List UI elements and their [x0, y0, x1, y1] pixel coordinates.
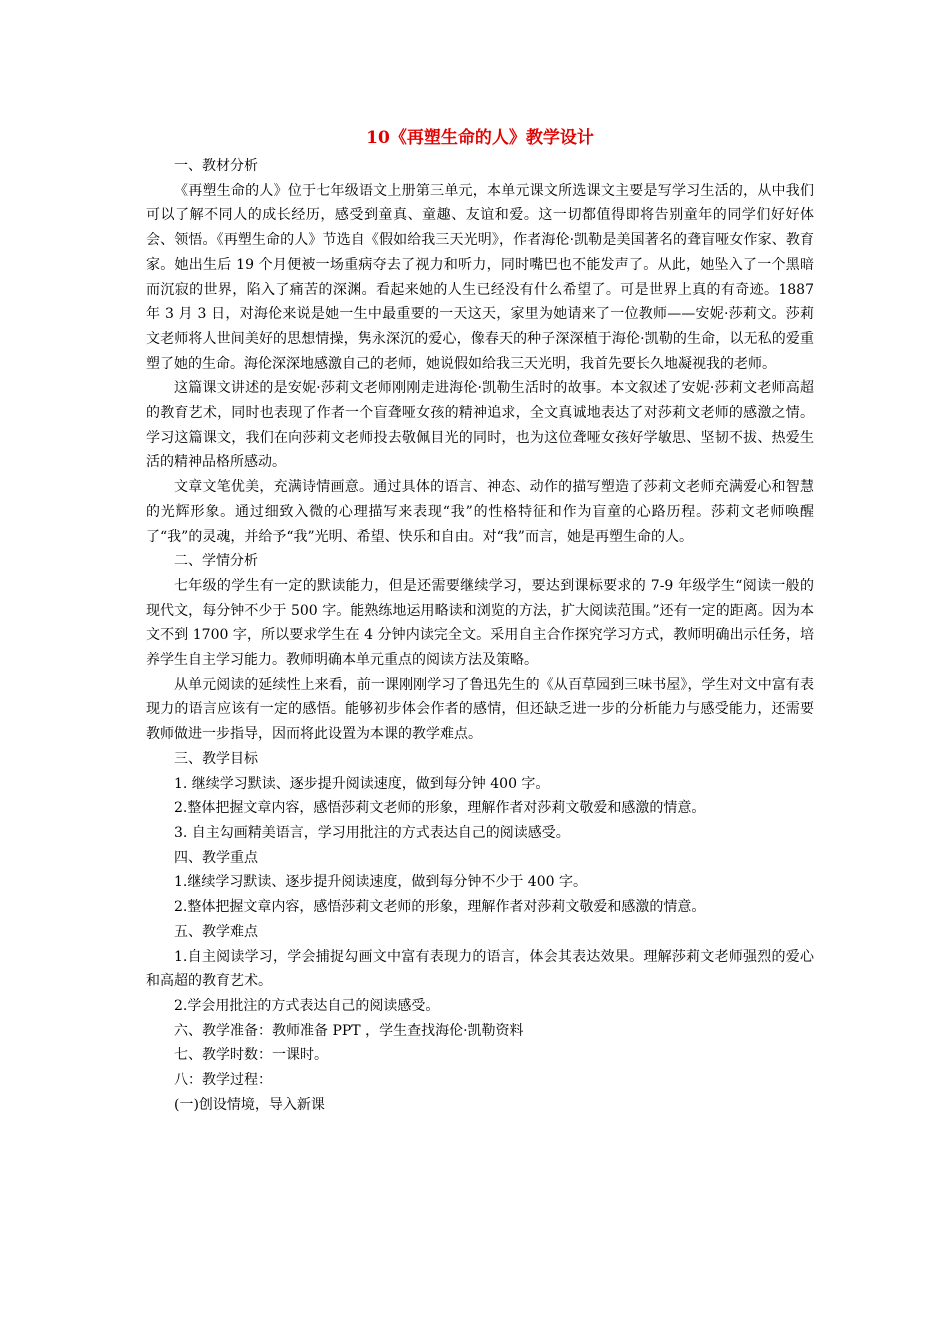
document-page — [146, 124, 814, 1117]
section-heading-textbook-analysis: 一、教材分析 — [174, 158, 258, 174]
list-item: (一)创设情境，导入新课 — [174, 1096, 325, 1113]
list-item: 1.继续学习默读、逐步提升阅读速度，做到每分钟不少于 400 字。 — [174, 874, 587, 891]
section-heading-student-analysis: 二、学情分析 — [174, 553, 258, 570]
section-heading-teaching-goals: 三、教学目标 — [174, 750, 258, 767]
paragraph: 从单元阅读的延续性上来看，前一课刚刚学习了鲁迅先生的《从百草园到三味书屋》，学生对文中富有表现力的语言应该有一定的感悟。能够初步体会作者的感情，但还缺乏进一步的分析能力与感受能力，还需要教师做进一步指导，因而将此设置为本课的教学难点。 — [146, 676, 814, 743]
paragraph: 这篇课文讲述的是安妮·莎莉文老师刚刚走进海伦·凯勒生活时的故事。本文叙述了安妮·莎莉文老师高超的教育艺术，同时也表现了作者一个盲聋哑女孩的精神追求，全文真诚地表达了对莎莉文老师的感激之情。学习这篇课文，我们在向莎莉文老师投去敬佩目光的同时，也为这位聋哑女孩好学敏思、坚韧不拔、热爱生活的精神品格所感动。 — [146, 380, 814, 471]
section-heading-preparation: 六、教学准备：教师准备 PPT ，学生查找海伦·凯勒资料 — [174, 1022, 524, 1039]
document-title: 10《再塑生命的人》教学设计 — [366, 128, 594, 148]
paragraph: 文章文笔优美，充满诗情画意。通过具体的语言、神态、动作的描写塑造了莎莉文老师充满爱心和智慧的光辉形象。通过细致入微的心理描写来表现“我”的性格特征和作为盲童的心路历程。莎莉文老师唤醒了“我”的灵魂，并给予“我”光明、希望、快乐和自由。对“我”而言，她是再塑生命的人。 — [146, 479, 814, 545]
paragraph: 七年级的学生有一定的默读能力，但是还需要继续学习，要达到课标要求的 7-9 年级学生“阅读一般的现代文，每分钟不少于 500 字。能熟练地运用略读和浏览的方法，扩大阅读范围。”还有一定的距离。因为本文不到 1700 字，所以要求学生在 4 分钟内读完全文。采用自主合作探究学习方式，教师明确出示任务，培养学生自主学习能力。教师明确本单元重点的阅读方法及策略。 — [146, 577, 814, 669]
section-heading-class-hours: 七、教学时数：一课时。 — [174, 1047, 328, 1064]
paragraph: 《再塑生命的人》位于七年级语文上册第三单元，本单元课文所选课文主要是写学习生活的，从中我们可以了解不同人的成长经历，感受到童真、童趣、友谊和爱。这一切都值得即将告别童年的同学们好好体会、领悟。《再塑生命的人》节选自《假如给我三天光明》，作者海伦·凯勒是美国著名的聋盲哑女作家、教育家。她出生后 19 个月便被一场重病夺去了视力和听力，同时嘴巴也不能发声了。从此，她坠入了一个黑暗而沉寂的世界，陷入了痛苦的深渊。看起来她的人生已经没有什么希望了。可是世界上真的有奇迹。1887 年 3 月 3 日，对海伦来说是她一生中最重要的一天这天，家里为她请来了一位教师——安妮·莎莉文。莎莉文老师将人世间美好的思想情操，隽永深沉的爱心，像春天的种子深深植于海伦·凯勒的生命，以无私的爱重塑了她的生命。海伦深深地感激自己的老师，她说假如给我三天光明，我首先要长久地凝视我的老师。 — [146, 182, 814, 372]
list-item: 3. 自主勾画精美语言，学习用批注的方式表达自己的阅读感受。 — [174, 824, 570, 841]
list-item: 2.学会用批注的方式表达自己的阅读感受。 — [174, 997, 440, 1014]
section-heading-key-points: 四、教学重点 — [174, 849, 258, 866]
list-item: 2.整体把握文章内容，感悟莎莉文老师的形象，理解作者对莎莉文敬爱和感激的情意。 — [174, 800, 706, 817]
list-item: 1. 继续学习默读、逐步提升阅读速度，做到每分钟 400 字。 — [174, 775, 550, 792]
list-item: 1.自主阅读学习，学会捕捉勾画文中富有表现力的语言，体会其表达效果。理解莎莉文老师强烈的爱心和高超的教育艺术。 — [146, 948, 814, 990]
section-heading-difficulties: 五、教学难点 — [174, 923, 258, 940]
section-heading-teaching-process: 八：教学过程： — [174, 1072, 272, 1089]
list-item: 2.整体把握文章内容，感悟莎莉文老师的形象，理解作者对莎莉文敬爱和感激的情意。 — [174, 899, 706, 916]
